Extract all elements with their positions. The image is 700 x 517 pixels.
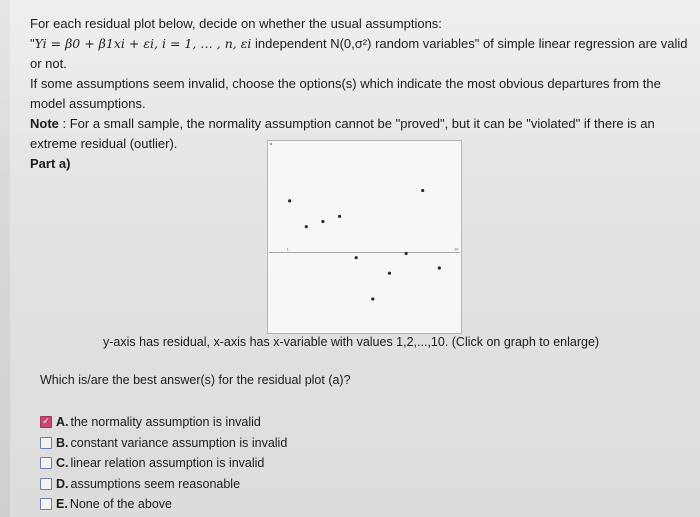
x-tick-right: 10: [454, 246, 459, 252]
answer-options: [40, 412, 287, 515]
data-point: [338, 215, 341, 218]
question-text: Which is/are the best answer(s) for the residual plot (a)?: [40, 373, 351, 387]
model-expression: Yi = β0 + β1xi + εi, i = 1, … , n, εi: [34, 36, 252, 51]
checkbox-b[interactable]: [40, 437, 52, 449]
option-d-text: assumptions seem reasonable: [70, 476, 241, 491]
option-e-letter: E.: [56, 497, 68, 512]
plot-frame: [268, 141, 462, 334]
part-label: Part a): [30, 156, 71, 171]
option-c[interactable]: [40, 453, 287, 474]
option-b[interactable]: [40, 433, 287, 454]
data-point: [421, 189, 424, 192]
data-point: [404, 252, 407, 255]
checkbox-d[interactable]: [40, 478, 52, 490]
option-e-text: None of the above: [69, 497, 172, 512]
option-b-letter: B.: [56, 435, 69, 450]
residual-plot-svg[interactable]: [267, 140, 462, 334]
checkmark-icon: ✓: [42, 417, 50, 428]
option-c-letter: C.: [56, 456, 69, 471]
option-a-letter: A.: [56, 415, 69, 430]
note-label: Note: [30, 116, 59, 131]
data-point: [438, 266, 441, 269]
instructions-model: [30, 34, 695, 74]
option-b-text: constant variance assumption is invalid: [70, 435, 288, 450]
plot-corner-mark: [270, 143, 272, 145]
x-tick-left: 1: [286, 246, 289, 252]
instructions-line-3: If some assumptions seem invalid, choose the options(s) which indicate the most obvious departures from the model assumptions.: [30, 76, 661, 111]
checkbox-c[interactable]: [40, 457, 52, 469]
data-point: [305, 225, 308, 228]
data-point: [355, 256, 358, 259]
model-open-quote: ": [30, 36, 35, 51]
note-text: : For a small sample, the normality assumption cannot be "proved", but it can be "violated" if there is an extreme residual (outlier).: [30, 116, 655, 151]
option-c-text: linear relation assumption is invalid: [70, 456, 265, 471]
option-d[interactable]: [40, 474, 287, 495]
residual-plot[interactable]: [267, 140, 462, 334]
data-point: [321, 220, 324, 223]
data-point: [371, 297, 374, 300]
checkbox-e[interactable]: [40, 498, 52, 510]
option-e[interactable]: [40, 494, 287, 515]
checkbox-a[interactable]: [40, 416, 52, 428]
model-suffix: independent N(0,σ²) random variables" of simple linear regression are valid or not.: [30, 36, 688, 71]
option-a[interactable]: [40, 412, 287, 433]
data-point: [388, 272, 391, 275]
option-a-text: the normality assumption is invalid: [70, 415, 261, 430]
question-page: [10, 0, 700, 517]
graph-caption: y-axis has residual, x-axis has x-variable with values 1,2,...,10. (Click on graph to enlarge): [103, 335, 600, 349]
option-d-letter: D.: [56, 476, 69, 491]
data-point: [288, 199, 291, 202]
instructions-line-1: For each residual plot below, decide on whether the usual assumptions:: [30, 16, 442, 31]
